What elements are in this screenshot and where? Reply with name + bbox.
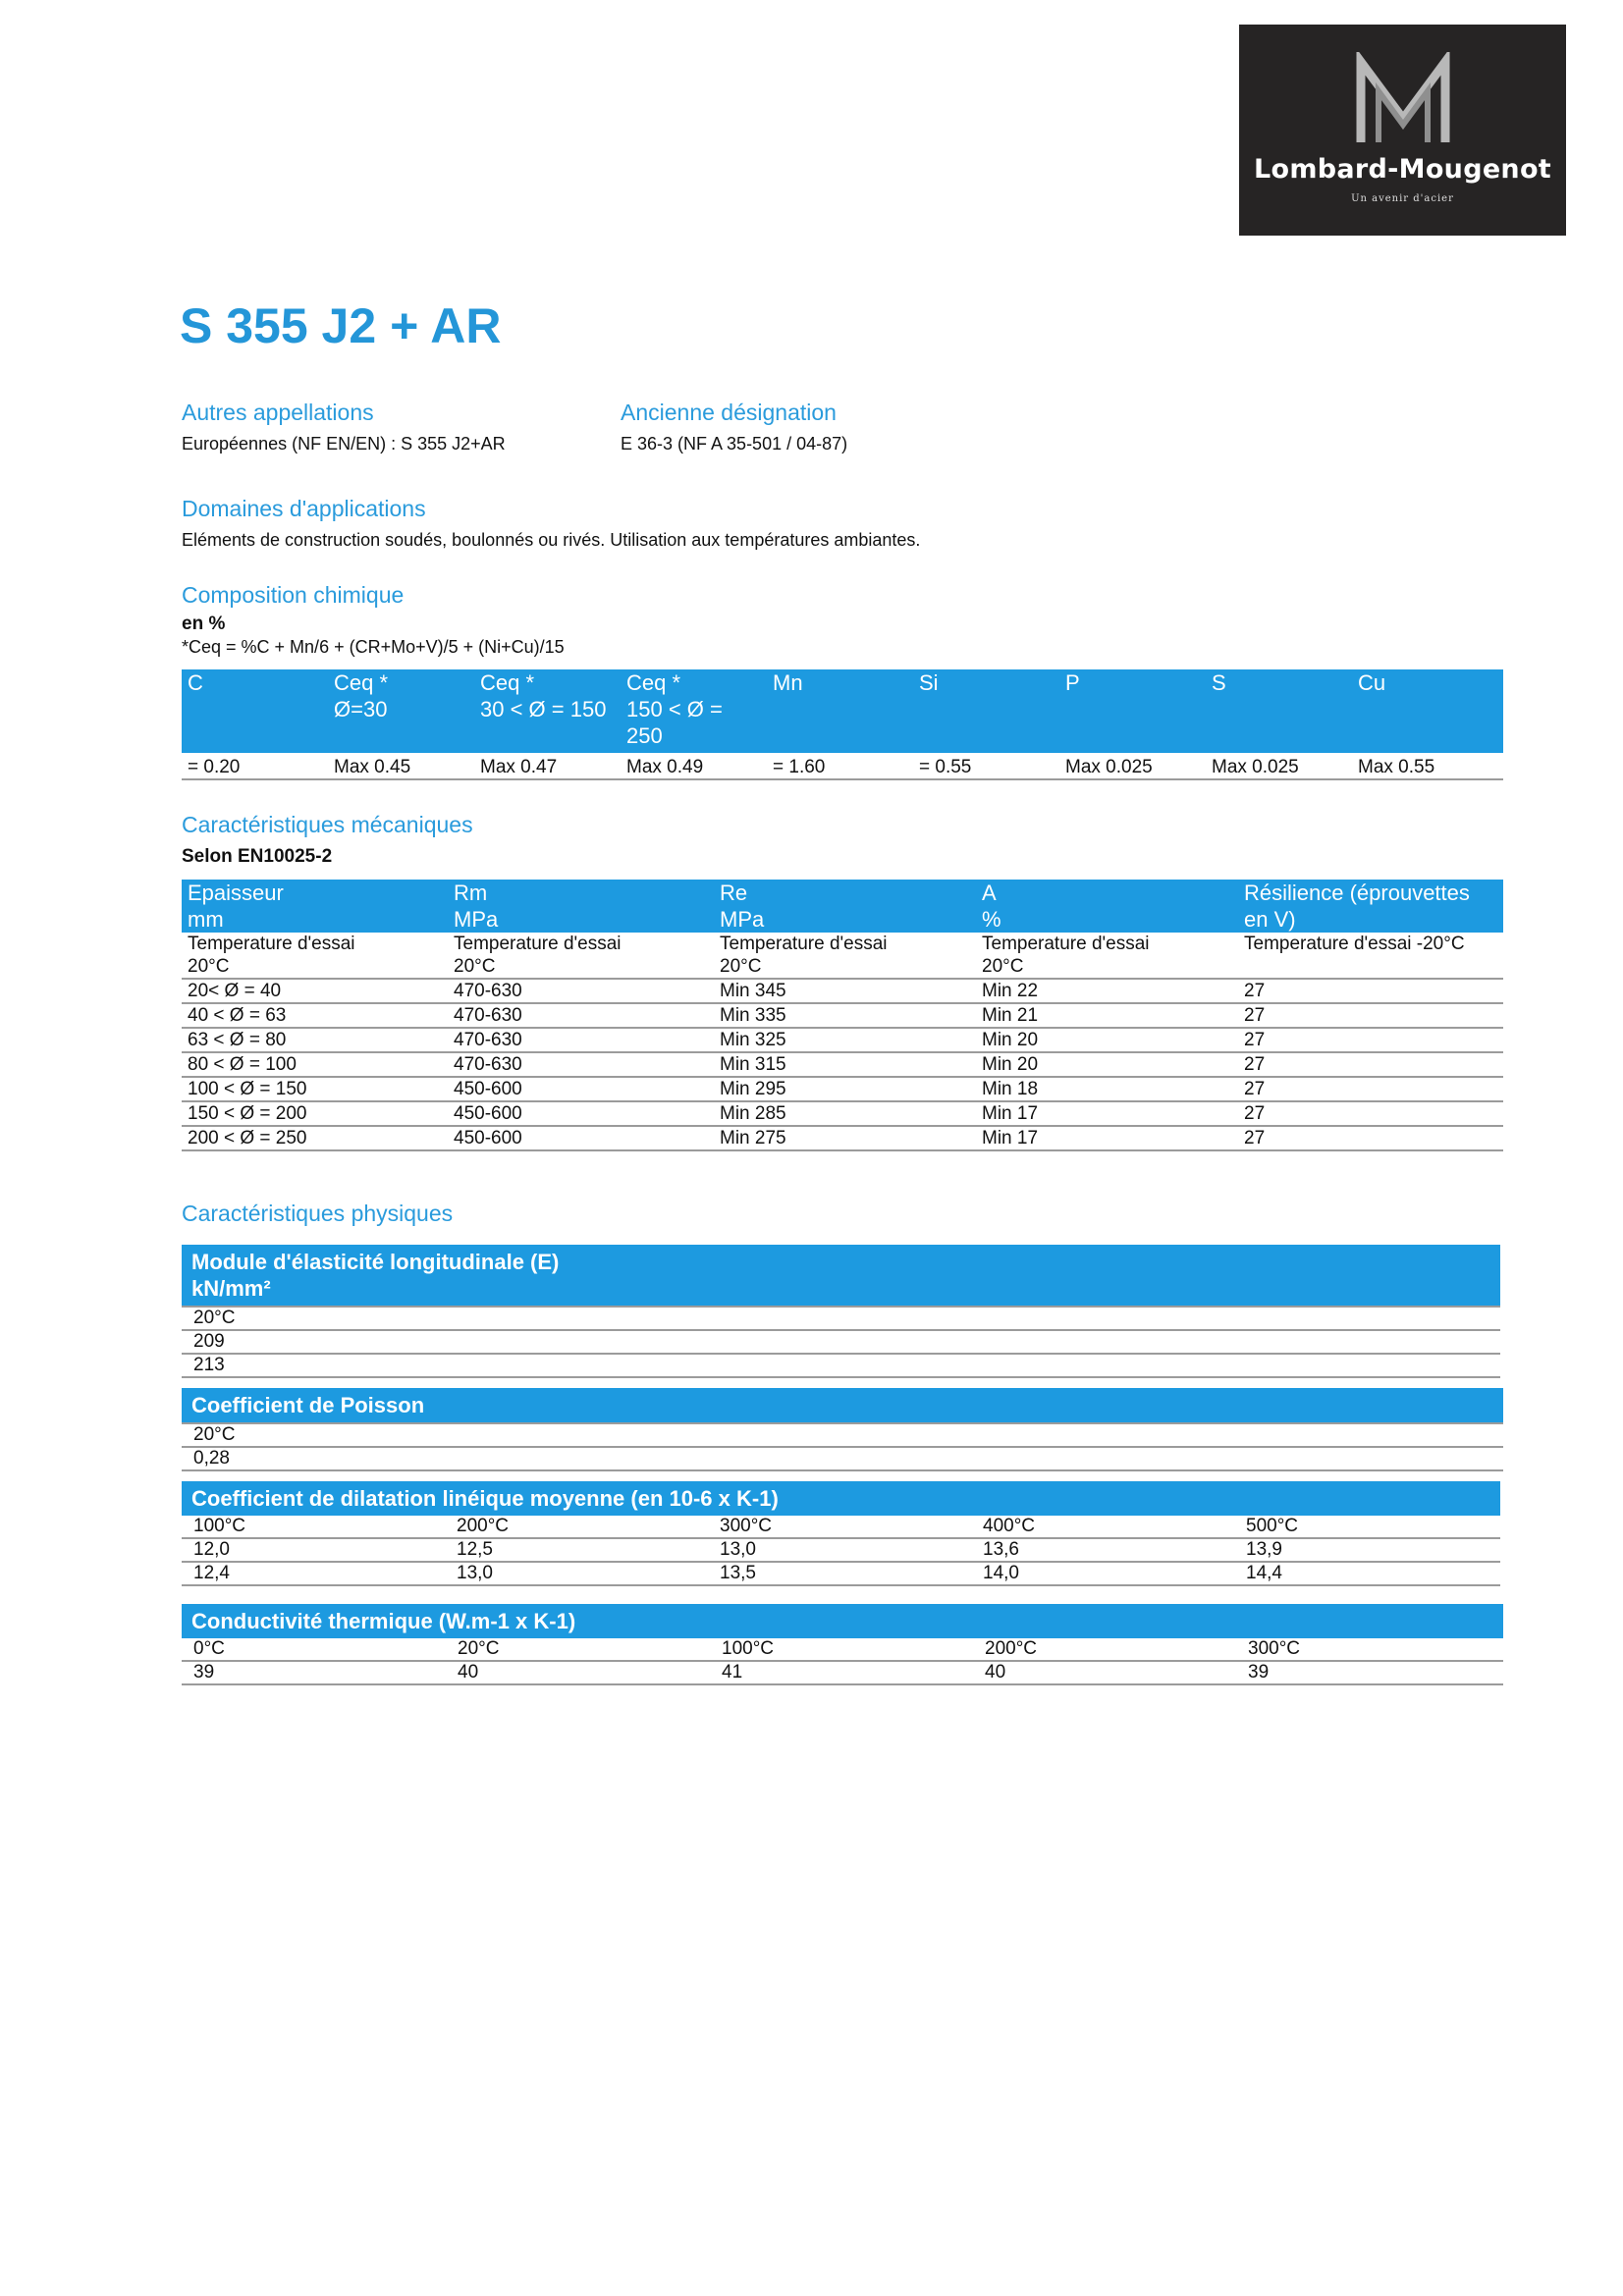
mecaniques-cell: 450-600 [448, 1077, 714, 1101]
company-logo [1239, 25, 1566, 236]
table-row [182, 1354, 1500, 1377]
dilatation-cell: 12,4 [182, 1562, 445, 1585]
composition-heading: Composition chimique [182, 582, 405, 608]
dilatation-cell: 13,5 [708, 1562, 971, 1585]
mecaniques-cell: 40 < Ø = 63 [182, 1003, 448, 1028]
composition-header-cell: Si [913, 669, 1059, 753]
composition-value-row [182, 753, 1503, 779]
composition-header-cell: Cu [1352, 669, 1503, 753]
table-row [182, 1028, 1503, 1052]
dilatation-cell: 14,0 [971, 1562, 1234, 1585]
composition-table [182, 669, 1503, 780]
conductivite-cell: 20°C [446, 1638, 710, 1661]
mecaniques-heading: Caractéristiques mécaniques [182, 812, 473, 837]
mecaniques-cell: 470-630 [448, 979, 714, 1003]
composition-value-cell: = 1.60 [767, 753, 913, 779]
mecaniques-header-cell: Résilience (éprouvettes en V) [1238, 880, 1503, 933]
table-row [182, 1562, 1500, 1585]
table-row [182, 1330, 1500, 1354]
composition-header-cell: Ceq * 150 < Ø = 250 [621, 669, 767, 753]
mecaniques-cell: 20< Ø = 40 [182, 979, 448, 1003]
table-row [182, 1101, 1503, 1126]
dilatation-title: Coefficient de dilatation linéique moyenne (en 10-6 x K-1) [182, 1481, 1500, 1516]
composition-value-cell: Max 0.025 [1206, 753, 1352, 779]
mecaniques-cell: 27 [1238, 1077, 1503, 1101]
composition-value-cell: Max 0.45 [328, 753, 474, 779]
mecaniques-cell: Min 17 [976, 1126, 1238, 1150]
table-row [182, 1126, 1503, 1150]
table-row [182, 979, 1503, 1003]
mecaniques-cell: 27 [1238, 979, 1503, 1003]
mecaniques-test-cell: Temperature d'essai -20°C [1238, 933, 1503, 979]
mecaniques-header-cell: A % [976, 880, 1238, 933]
conductivite-cell: 200°C [973, 1638, 1236, 1661]
dilatation-cell: 13,6 [971, 1538, 1234, 1562]
conductivite-header-row [182, 1604, 1503, 1638]
mecaniques-cell: 470-630 [448, 1003, 714, 1028]
dilatation-cell: 14,4 [1234, 1562, 1500, 1585]
composition-header-cell: Ceq * 30 < Ø = 150 [474, 669, 621, 753]
mecaniques-cell: Min 285 [714, 1101, 976, 1126]
autres-text: Européennes (NF EN/EN) : S 355 J2+AR [182, 434, 506, 454]
dilatation-cell: 300°C [708, 1516, 971, 1538]
logo-name: Lombard-Mougenot [1253, 154, 1552, 185]
mecaniques-cell: Min 335 [714, 1003, 976, 1028]
table-row [182, 1538, 1500, 1562]
dilatation-cell: 13,0 [708, 1538, 971, 1562]
conductivite-cell: 300°C [1236, 1638, 1503, 1661]
mecaniques-cell: Min 20 [976, 1052, 1238, 1077]
mecaniques-cell: 200 < Ø = 250 [182, 1126, 448, 1150]
mecaniques-cell: 80 < Ø = 100 [182, 1052, 448, 1077]
physiques-heading: Caractéristiques physiques [182, 1201, 454, 1226]
dilatation-cell: 12,0 [182, 1538, 445, 1562]
composition-value-cell: = 0.55 [913, 753, 1059, 779]
dilatation-cell: 400°C [971, 1516, 1234, 1538]
composition-unit: en % [182, 614, 226, 634]
dilatation-header-row [182, 1481, 1500, 1516]
domaines-text: Eléments de construction soudés, boulonnés ou rivés. Utilisation aux températures ambiantes. [182, 530, 921, 550]
mecaniques-cell: 450-600 [448, 1126, 714, 1150]
table-row [182, 1423, 1503, 1447]
conductivite-cell: 41 [710, 1661, 973, 1684]
mecaniques-test-cell: Temperature d'essai 20°C [448, 933, 714, 979]
mecaniques-test-cell: Temperature d'essai 20°C [714, 933, 976, 979]
conductivite-cell: 40 [973, 1661, 1236, 1684]
logo-tagline: Un avenir d'acier [1351, 193, 1454, 204]
mecaniques-cell: 450-600 [448, 1101, 714, 1126]
dilatation-cell: 100°C [182, 1516, 445, 1538]
mecaniques-cell: 470-630 [448, 1028, 714, 1052]
mecaniques-header-row [182, 880, 1503, 933]
mecaniques-cell: 27 [1238, 1101, 1503, 1126]
conductivite-title: Conductivité thermique (W.m-1 x K-1) [182, 1604, 1503, 1638]
composition-header-cell: C [182, 669, 328, 753]
mecaniques-table [182, 880, 1503, 1151]
ancienne-heading: Ancienne désignation [621, 400, 837, 425]
conductivite-cell: 0°C [182, 1638, 446, 1661]
mecaniques-cell: 27 [1238, 1003, 1503, 1028]
composition-value-cell: Max 0.49 [621, 753, 767, 779]
dilatation-cell: 200°C [445, 1516, 708, 1538]
table-row [182, 1447, 1503, 1470]
composition-value-cell: = 0.20 [182, 753, 328, 779]
table-row [182, 1516, 1500, 1538]
mecaniques-cell: Min 325 [714, 1028, 976, 1052]
autres-heading: Autres appellations [182, 400, 374, 425]
mecaniques-cell: 27 [1238, 1126, 1503, 1150]
composition-value-cell: Max 0.47 [474, 753, 621, 779]
mecaniques-test-cell: Temperature d'essai 20°C [182, 933, 448, 979]
mecaniques-cell: 100 < Ø = 150 [182, 1077, 448, 1101]
table-row [182, 1003, 1503, 1028]
dilatation-cell: 13,0 [445, 1562, 708, 1585]
mecaniques-header-cell: Rm MPa [448, 880, 714, 933]
poisson-table [182, 1388, 1503, 1471]
composition-formula: *Ceq = %C + Mn/6 + (CR+Mo+V)/5 + (Ni+Cu)/15 [182, 637, 565, 657]
poisson-header-row [182, 1388, 1503, 1423]
composition-header-cell: P [1059, 669, 1206, 753]
mecaniques-cell: 27 [1238, 1052, 1503, 1077]
dilatation-cell: 12,5 [445, 1538, 708, 1562]
dilatation-cell: 13,9 [1234, 1538, 1500, 1562]
domaines-heading: Domaines d'applications [182, 496, 426, 521]
mecaniques-cell: 470-630 [448, 1052, 714, 1077]
mecaniques-cell: Min 345 [714, 979, 976, 1003]
conductivite-table [182, 1604, 1503, 1685]
mecaniques-norm: Selon EN10025-2 [182, 846, 333, 867]
mecaniques-cell: Min 18 [976, 1077, 1238, 1101]
mecaniques-header-cell: Epaisseur mm [182, 880, 448, 933]
mecaniques-cell: 27 [1238, 1028, 1503, 1052]
composition-header-cell: S [1206, 669, 1352, 753]
conductivite-cell: 39 [1236, 1661, 1503, 1684]
table-row [182, 1638, 1503, 1661]
mecaniques-cell: Min 17 [976, 1101, 1238, 1126]
ancienne-text: E 36-3 (NF A 35-501 / 04-87) [621, 434, 848, 454]
composition-header-cell: Ceq * Ø=30 [328, 669, 474, 753]
table-row [182, 1077, 1503, 1101]
conductivite-cell: 40 [446, 1661, 710, 1684]
composition-header-cell: Mn [767, 669, 913, 753]
mecaniques-cell: Min 21 [976, 1003, 1238, 1028]
poisson-value: 0,28 [182, 1447, 1503, 1470]
conductivite-cell: 39 [182, 1661, 446, 1684]
table-row [182, 1661, 1503, 1684]
mecaniques-test-cell: Temperature d'essai 20°C [976, 933, 1238, 979]
mecaniques-cell: Min 275 [714, 1126, 976, 1150]
elasticite-table [182, 1245, 1500, 1378]
mecaniques-cell: Min 22 [976, 979, 1238, 1003]
elasticite-value: 209 [182, 1330, 1500, 1354]
elasticite-header-row [182, 1245, 1500, 1307]
mecaniques-cell: Min 315 [714, 1052, 976, 1077]
mecaniques-cell: 63 < Ø = 80 [182, 1028, 448, 1052]
mecaniques-cell: 150 < Ø = 200 [182, 1101, 448, 1126]
mecaniques-cell: Min 295 [714, 1077, 976, 1101]
elasticite-title: Module d'élasticité longitudinale (E) kN/mm² [182, 1245, 1500, 1307]
poisson-title: Coefficient de Poisson [182, 1388, 1503, 1423]
elasticite-value: 20°C [182, 1307, 1500, 1330]
elasticite-value: 213 [182, 1354, 1500, 1377]
table-row [182, 1307, 1500, 1330]
composition-value-cell: Max 0.55 [1352, 753, 1503, 779]
composition-value-cell: Max 0.025 [1059, 753, 1206, 779]
lm-monogram-icon [1351, 52, 1455, 146]
poisson-value: 20°C [182, 1423, 1503, 1447]
composition-header-row [182, 669, 1503, 753]
page-title: S 355 J2 + AR [180, 298, 502, 353]
conductivite-cell: 100°C [710, 1638, 973, 1661]
dilatation-cell: 500°C [1234, 1516, 1500, 1538]
dilatation-table [182, 1481, 1500, 1586]
table-row [182, 1052, 1503, 1077]
mecaniques-test-row [182, 933, 1503, 979]
mecaniques-cell: Min 20 [976, 1028, 1238, 1052]
mecaniques-header-cell: Re MPa [714, 880, 976, 933]
